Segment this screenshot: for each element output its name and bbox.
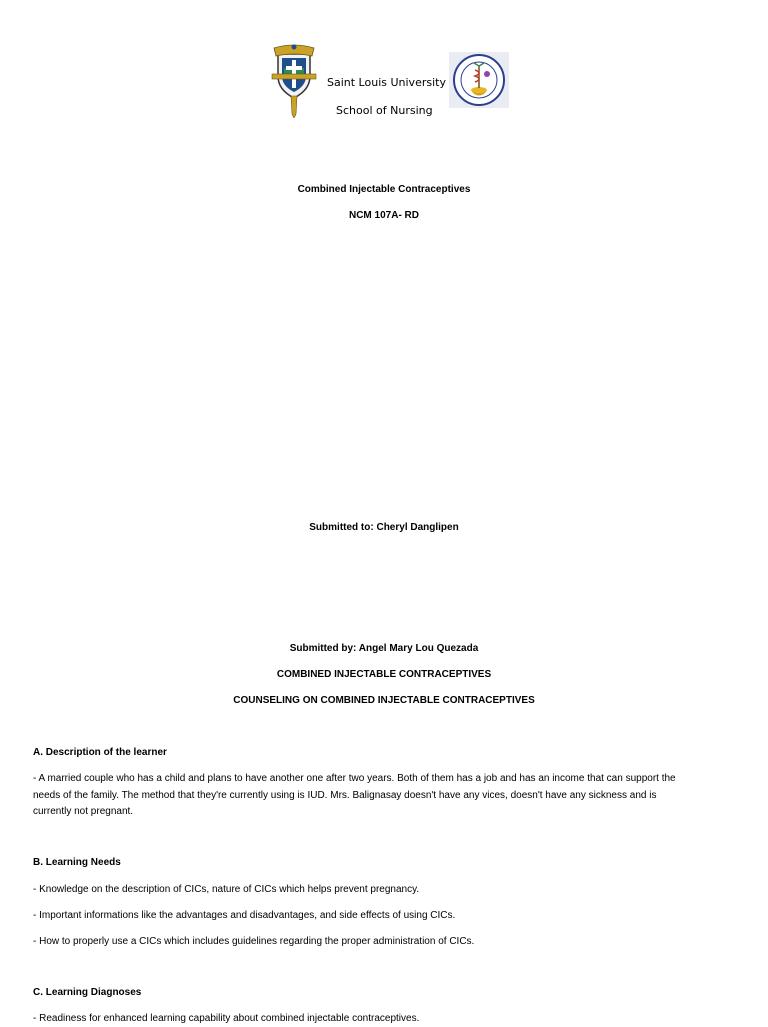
section-c-heading: C. Learning Diagnoses <box>33 987 142 998</box>
course-code: NCM 107A- RD <box>348 210 419 221</box>
section-a-line-2: needs of the family. The method that they're currently using is IUD. Mrs. Balignasay doesn't have any vices, doesn't have any sickness and is <box>33 790 657 801</box>
submitted-to: Submitted to: Cheryl Danglipen <box>309 522 459 533</box>
section-b-heading: B. Learning Needs <box>33 857 121 868</box>
section-b-item-2: - Important informations like the advantages and disadvantages, and side effects of using CICs. <box>33 910 456 921</box>
section-a-line-3: currently not pregnant. <box>33 806 134 817</box>
university-crest-logo <box>270 44 318 118</box>
topic-heading: COMBINED INJECTABLE CONTRACEPTIVES <box>276 669 492 680</box>
submitted-by: Submitted by: Angel Mary Lou Quezada <box>289 643 479 654</box>
section-a-line-1: - A married couple who has a child and plans to have another one after two years. Both of them has a job and has an income that can support the <box>33 773 676 784</box>
school-name: School of Nursing <box>336 104 433 117</box>
section-b-item-3: - How to properly use a CICs which includes guidelines regarding the proper administration of CICs. <box>33 936 475 947</box>
counseling-heading: COUNSELING ON COMBINED INJECTABLE CONTRACEPTIVES <box>233 695 535 706</box>
section-a-heading: A. Description of the learner <box>33 747 167 758</box>
section-c-item-1: - Readiness for enhanced learning capability about combined injectable contraceptives. <box>33 1013 420 1024</box>
university-name: Saint Louis University <box>327 76 446 89</box>
nursing-seal-logo <box>449 52 509 108</box>
document-title: Combined Injectable Contraceptives <box>297 184 471 195</box>
section-b-item-1: - Knowledge on the description of CICs, nature of CICs which helps prevent pregnancy. <box>33 884 420 895</box>
